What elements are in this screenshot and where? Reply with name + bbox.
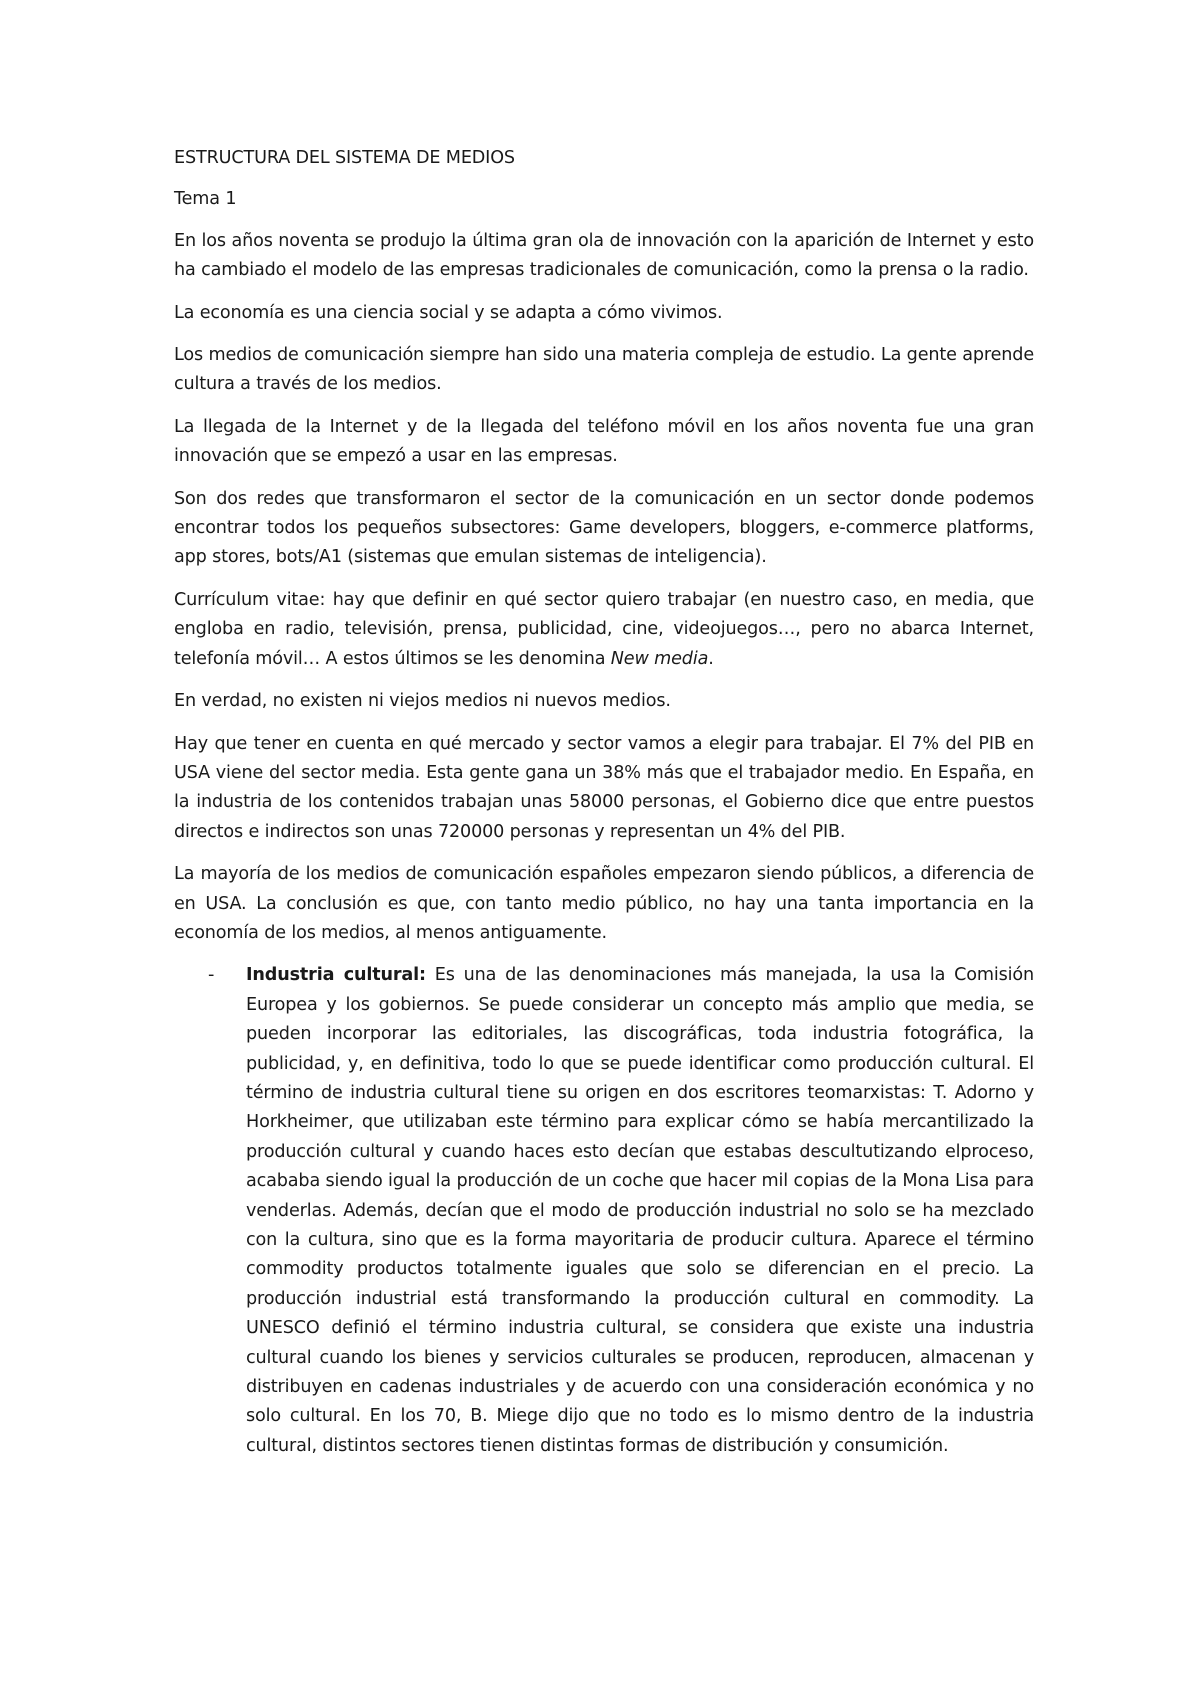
term-industria-cultural: Industria cultural: — [246, 965, 426, 986]
paragraph-public-media: La mayoría de los medios de comunicación españoles empezaron siendo públicos, a diferencia de en USA. La conclusión es que, con tanto medio público, no hay una tanta importancia en la economía de los medios, al menos antiguamente. — [174, 864, 1034, 943]
list-item — [174, 961, 1034, 1461]
bullet-dash: - — [208, 965, 215, 986]
paragraph-economy: La economía es una ciencia social y se adapta a cómo vivimos. — [174, 302, 723, 323]
definition-list — [174, 961, 1034, 1461]
list-item-text: Es una de las denominaciones más manejada, la usa la Comisión Europea y los gobiernos. Se puede considerar un concepto más amplio que media, se pueden incorporar las editoriales, las discográficas, toda industria fotográfica, la publicidad, y, en definitiva, todo lo que se puede identificar como producción cultural. El término de industria cultural tiene su origen en dos escritores teomarxistas: T. Adorno y Horkheimer, que utilizaban este término para explicar cómo se había mercantilizado la producción cultural y cuando haces esto decían que estabas descultutizando elproceso, acababa siendo igual la producción de un coche que hacer mil copias de la Mona Lisa para venderlas. Además, decían que el modo de producción industrial no solo se ha mezclado con la cultura, sino que es la forma mayoritaria de producir cultura. Aparece el término commodity productos totalmente iguales que solo se diferencian en el precio. La producción industrial está transformando la producción cultural en commodity. La UNESCO definió el término industria cultural, se considera que existe una industria cultural cuando los bienes y servicios culturales se producen, reproducen, almacenan y distribuyen en cadenas industriales y de acuerdo con una consideración económica y no solo cultural. En los 70, B. Miege dijo que no todo es lo mismo dentro de la industria cultural, distintos sectores tienen distintas formas de distribución y consumición. — [246, 965, 1034, 1456]
paragraph-market-figures: Hay que tener en cuenta en qué mercado y sector vamos a elegir para trabajar. El 7% del PIB en USA viene del sector media. Esta gente gana un 38% más que el trabajador medio. En España, en la industria de los contenidos trabajan unas 58000 personas, el Gobierno dice que entre puestos directos e indirectos son unas 720000 personas y representan un 4% del PIB. — [174, 733, 1034, 842]
paragraph-curriculum — [174, 586, 1034, 674]
new-media-emphasis: New media — [610, 648, 709, 669]
document-title: ESTRUCTURA DEL SISTEMA DE MEDIOS — [174, 148, 515, 168]
curriculum-end: . — [708, 648, 714, 669]
curriculum-text: Currículum vitae: hay que definir en qué sector quiero trabajar (en nuestro caso, en media, que engloba en radio, televisión, prensa, publicidad, cine, videojuegos…, pero no abarca Internet, telefonía móvil… A estos últimos se les denomina — [174, 589, 1034, 669]
document-subtitle: Tema 1 — [174, 189, 237, 210]
document-body — [174, 144, 1034, 1461]
paragraph-old-new-media: En verdad, no existen ni viejos medios ni nuevos medios. — [174, 691, 671, 712]
paragraph-internet-mobile: La llegada de la Internet y de la llegada del teléfono móvil en los años noventa fue una gran innovación que se empezó a usar en las empresas. — [174, 416, 1034, 467]
paragraph-subsectors: Son dos redes que transformaron el sector de la comunicación en un sector donde podemos encontrar todos los pequeños subsectores: Game developers, bloggers, e-commerce platforms, app stores, bots/A1 (sistemas que emulan sistemas de inteligencia). — [174, 488, 1034, 568]
paragraph-media-study: Los medios de comunicación siempre han sido una materia compleja de estudio. La gente aprende cultura a través de los medios. — [174, 345, 1034, 395]
paragraph-internet-innovation: En los años noventa se produjo la última gran ola de innovación con la aparición de Internet y esto ha cambiado el modelo de las empresas tradicionales de comunicación, como la prensa o la radio. — [174, 230, 1034, 281]
